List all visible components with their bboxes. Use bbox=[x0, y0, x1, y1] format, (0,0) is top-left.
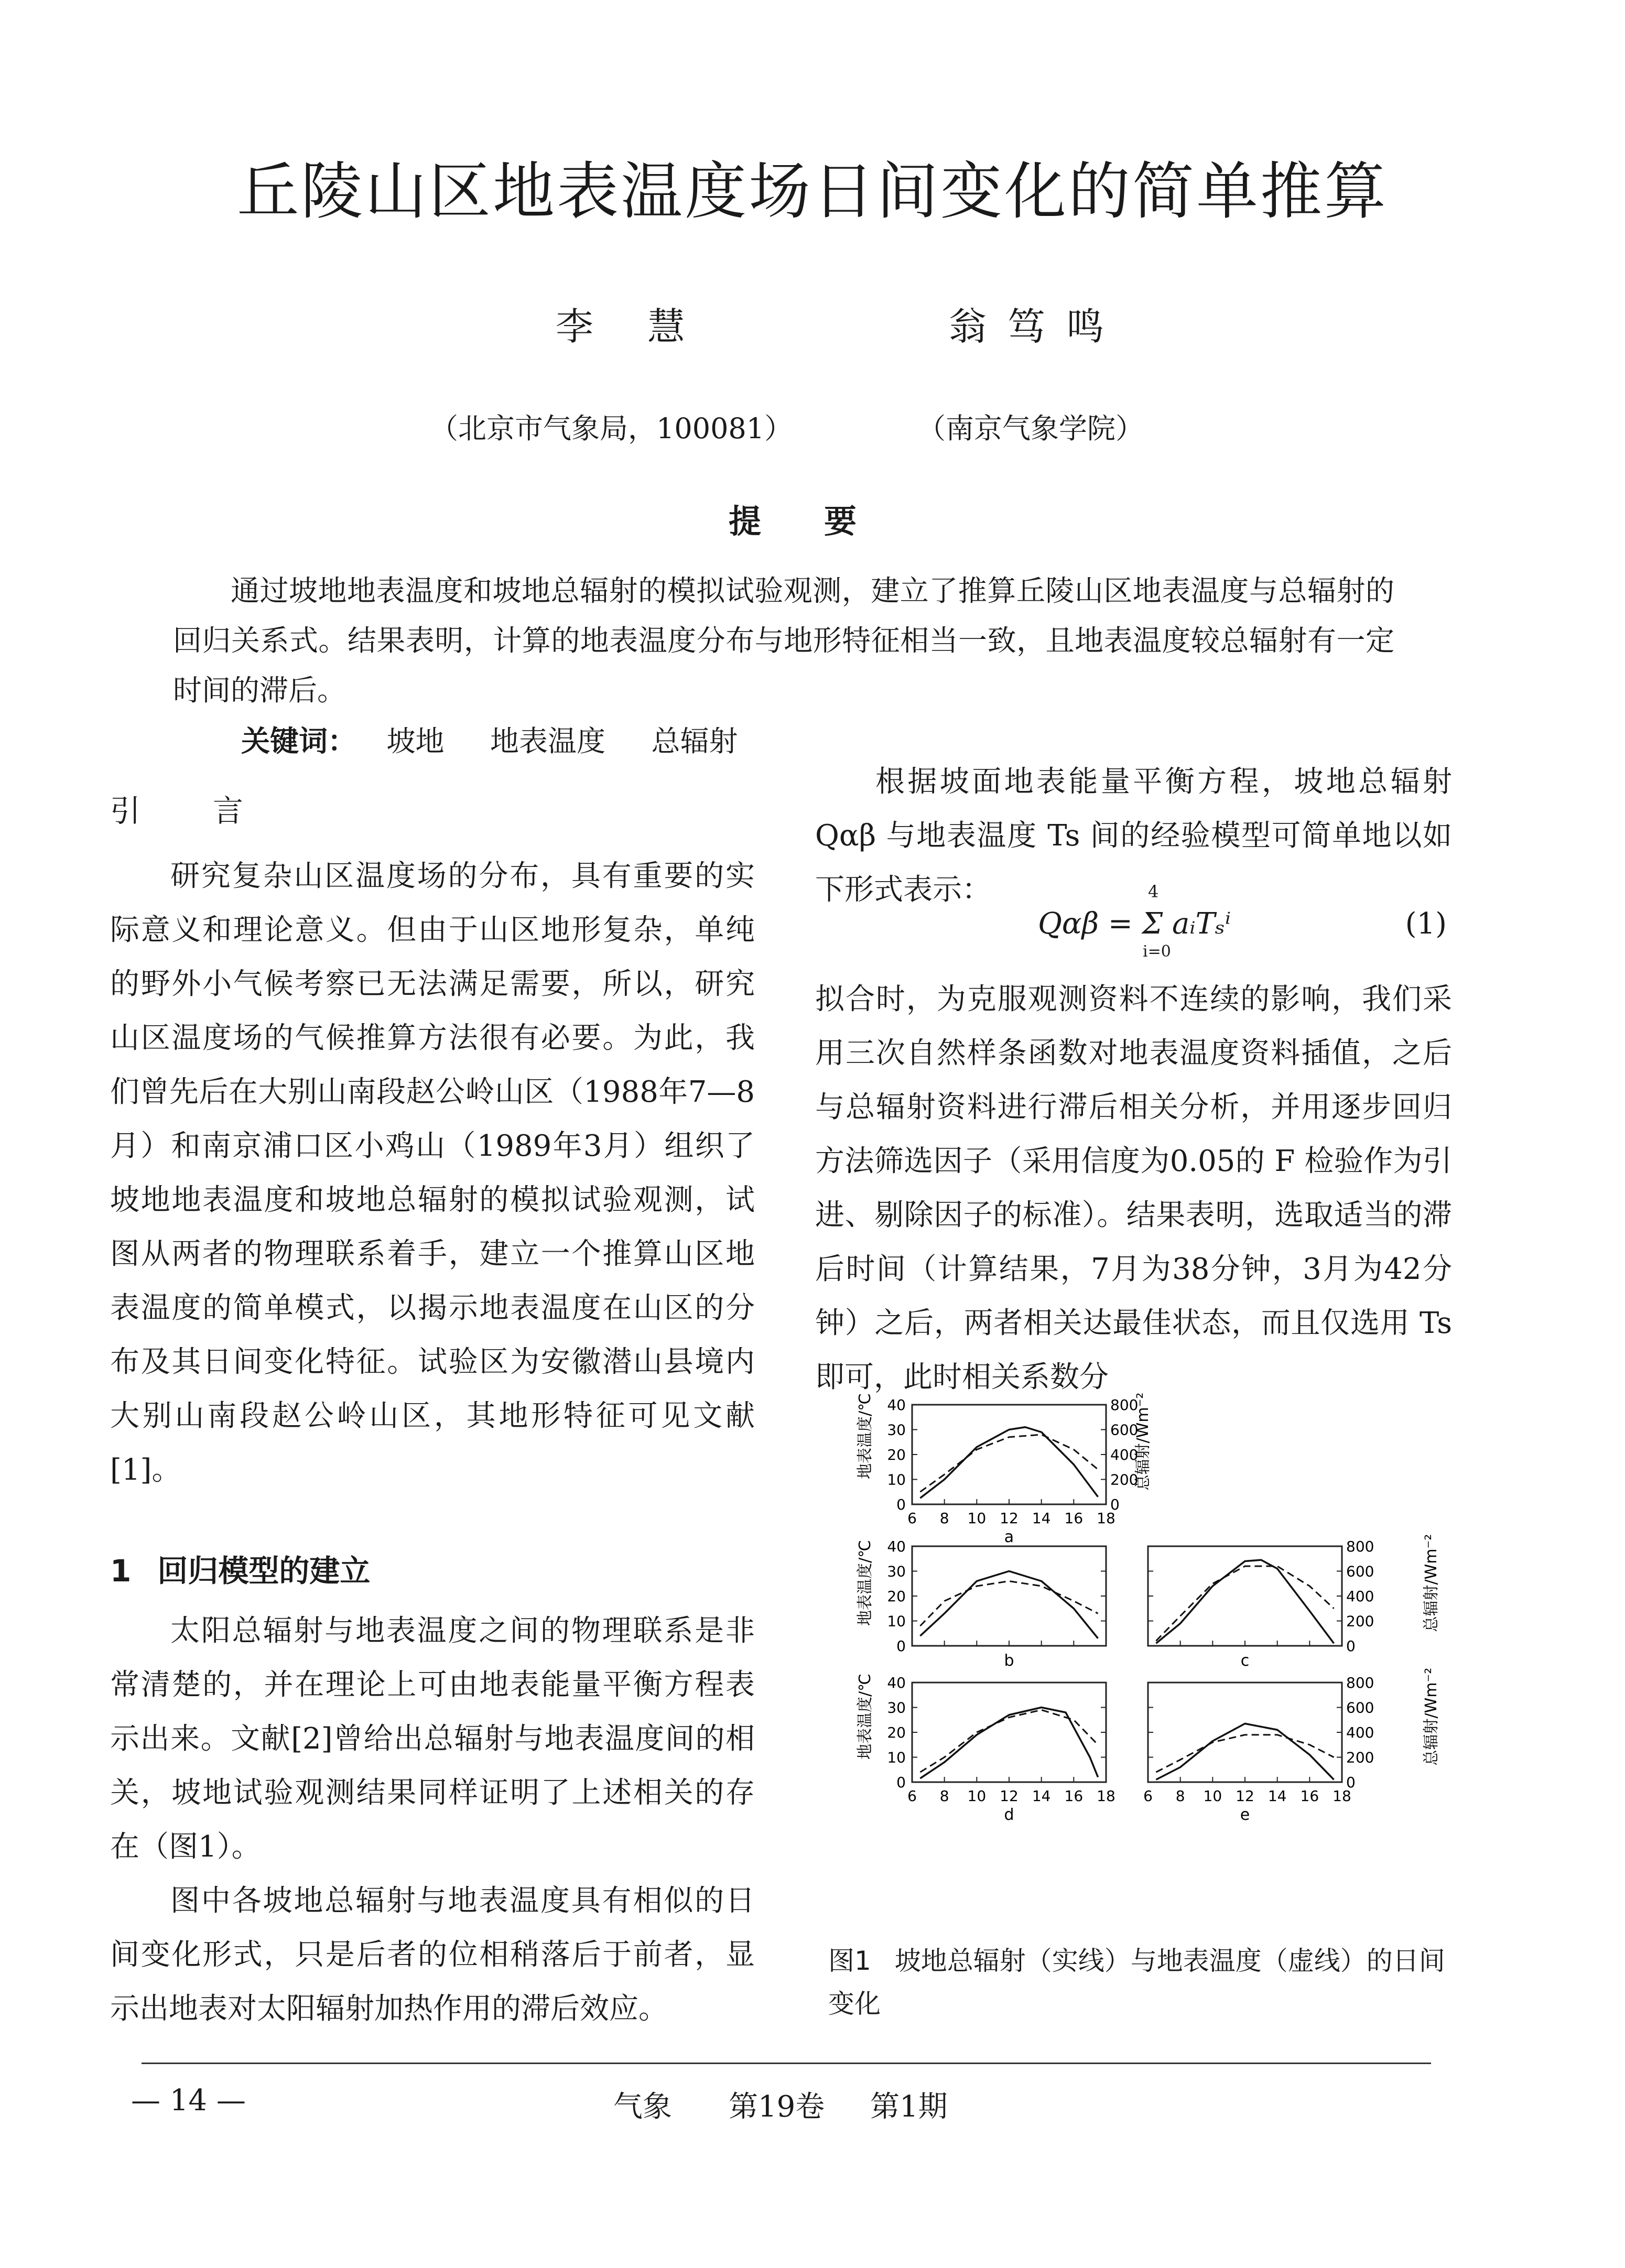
left-axis-label: 地表温度/℃ bbox=[856, 1393, 874, 1479]
equation-body: Qαβ = Σ aᵢTₛⁱ bbox=[1038, 907, 1231, 941]
section-1-heading bbox=[110, 1546, 370, 1590]
x-tick-label: 18 bbox=[1097, 1510, 1115, 1527]
x-tick-label: 10 bbox=[967, 1510, 987, 1527]
y-tick-label: 20 bbox=[887, 1446, 906, 1463]
author-1: 李 慧 bbox=[556, 305, 706, 349]
x-tick-label: 16 bbox=[1064, 1787, 1084, 1805]
panel-label: e bbox=[1240, 1806, 1250, 1824]
x-tick-label: 12 bbox=[1000, 1510, 1019, 1527]
figure-caption-text: 坡地总辐射（实线）与地表温度（虚线）的日间变化 bbox=[828, 1946, 1445, 2019]
right-tick-label: 800 bbox=[1346, 1674, 1374, 1691]
y-tick-label: 20 bbox=[887, 1588, 906, 1605]
x-tick-label: 6 bbox=[907, 1510, 917, 1527]
right-tick-label: 600 bbox=[1346, 1562, 1374, 1580]
y-tick-label: 10 bbox=[887, 1612, 906, 1630]
x-tick-label: 18 bbox=[1332, 1787, 1351, 1805]
right-axis-label: 总辐射/Wm⁻² bbox=[1134, 1392, 1152, 1491]
keyword: 地表温度 bbox=[490, 724, 606, 758]
section-1-paragraph: 图中各坡地总辐射与地表温度具有相似的日间变化形式，只是后者的位相稍落后于前者，显示出地表对太阳辐射加热作用的滞后效应。 bbox=[110, 1884, 755, 2026]
right-paragraph-1 bbox=[815, 755, 1452, 917]
abstract-heading: 提要 bbox=[729, 502, 920, 540]
figure-1 bbox=[854, 1389, 1452, 1892]
x-tick-label: 18 bbox=[1097, 1787, 1115, 1805]
section-intro-heading: 引 言 bbox=[110, 793, 265, 829]
journal-name: 气象 bbox=[613, 2090, 672, 2124]
right-tick-label: 400 bbox=[1110, 1446, 1139, 1463]
panel-frame bbox=[1148, 1683, 1342, 1782]
equation-sum-upper: 4 bbox=[1148, 882, 1159, 902]
y-tick-label: 20 bbox=[887, 1724, 906, 1741]
footer-rule bbox=[142, 2063, 1431, 2064]
x-tick-label: 6 bbox=[907, 1787, 917, 1805]
affiliation-1: （北京市气象局，100081） bbox=[430, 412, 793, 445]
radiation-series bbox=[920, 1571, 1098, 1638]
panel-label: d bbox=[1004, 1806, 1014, 1824]
y-tick-label: 0 bbox=[896, 1774, 906, 1791]
abstract-text: 通过坡地地表温度和坡地总辐射的模拟试验观测，建立了推算丘陵山区地表温度与总辐射的回归关系式。结果表明，计算的地表温度分布与地形特征相当一致，且地表温度较总辐射有一定时间的滞后。 bbox=[173, 574, 1394, 707]
panel-label: b bbox=[1004, 1652, 1014, 1670]
right-tick-label: 0 bbox=[1110, 1496, 1120, 1513]
equation-1 bbox=[1038, 882, 1447, 975]
temperature-series bbox=[920, 1710, 1098, 1772]
journal-issue: 第1期 bbox=[870, 2090, 948, 2124]
right-tick-label: 0 bbox=[1346, 1637, 1356, 1655]
x-tick-label: 10 bbox=[967, 1787, 987, 1805]
y-tick-label: 30 bbox=[887, 1421, 906, 1439]
keyword: 坡地 bbox=[386, 724, 445, 758]
right-axis-label: 总辐射/Wm⁻² bbox=[1422, 1667, 1440, 1766]
figure-caption-label: 图1 bbox=[828, 1946, 871, 1976]
right-tick-label: 800 bbox=[1346, 1538, 1374, 1555]
x-tick-label: 8 bbox=[939, 1510, 949, 1527]
x-tick-label: 12 bbox=[1000, 1787, 1019, 1805]
left-axis-label: 地表温度/℃ bbox=[856, 1674, 874, 1760]
x-tick-label: 10 bbox=[1203, 1787, 1222, 1805]
right-tick-label: 200 bbox=[1346, 1749, 1374, 1766]
panel-frame bbox=[912, 1546, 1106, 1646]
figure-caption bbox=[828, 1939, 1447, 2025]
y-tick-label: 0 bbox=[896, 1637, 906, 1655]
x-tick-label: 14 bbox=[1268, 1787, 1287, 1805]
keywords bbox=[241, 718, 775, 759]
radiation-series bbox=[1156, 1723, 1334, 1779]
affiliation-2: （南京气象学院） bbox=[917, 412, 1144, 445]
temperature-series bbox=[920, 1581, 1098, 1626]
y-tick-label: 10 bbox=[887, 1471, 906, 1489]
paper-title: 丘陵山区地表温度场日间变化的简单推算 bbox=[236, 155, 1388, 227]
x-tick-label: 8 bbox=[939, 1787, 949, 1805]
left-axis-label: 地表温度/℃ bbox=[856, 1540, 874, 1626]
paragraph: 拟合时，为克服观测资料不连续的影响，我们采用三次自然样条函数对地表温度资料插值，之后与总辐射资料进行滞后相关分析，并用逐步回归方法筛选因子（采用信度为0.05的 F 检验作为引进、剔除因子的标准）。结果表明，选取适当的滞后时间（计算结果，7月为38分钟，3月为42分钟）之后，两者相关达最佳状态，而且仅选用 Ts 即可，此时相关系数分 bbox=[815, 982, 1452, 1394]
panel-frame bbox=[912, 1405, 1106, 1504]
right-tick-label: 400 bbox=[1346, 1724, 1374, 1741]
right-tick-label: 200 bbox=[1346, 1612, 1374, 1630]
author-2: 翁笃鸣 bbox=[949, 305, 1125, 349]
keyword: 总辐射 bbox=[651, 724, 738, 758]
journal-volume: 第19卷 bbox=[729, 2090, 825, 2124]
x-tick-label: 16 bbox=[1300, 1787, 1319, 1805]
x-tick-label: 12 bbox=[1236, 1787, 1254, 1805]
page-number: — 14 — bbox=[131, 2083, 246, 2118]
x-tick-label: 16 bbox=[1064, 1510, 1084, 1527]
panel-label: a bbox=[1004, 1528, 1014, 1546]
equation-sum-lower: i=0 bbox=[1143, 942, 1171, 961]
temperature-series bbox=[1156, 1566, 1334, 1641]
right-tick-label: 0 bbox=[1346, 1774, 1356, 1791]
y-tick-label: 30 bbox=[887, 1562, 906, 1580]
right-tick-label: 200 bbox=[1110, 1471, 1139, 1489]
y-tick-label: 40 bbox=[887, 1538, 906, 1555]
section-1-paragraph: 太阳总辐射与地表温度之间的物理联系是非常清楚的，并在理论上可由地表能量平衡方程表示出来。文献[2]曾给出总辐射与地表温度间的相关，坡地试验观测结果同样证明了上述相关的存在（图1）。 bbox=[110, 1614, 755, 1864]
section-1-body bbox=[110, 1604, 755, 2036]
y-tick-label: 40 bbox=[887, 1674, 906, 1691]
y-tick-label: 0 bbox=[896, 1496, 906, 1513]
x-tick-label: 14 bbox=[1032, 1510, 1051, 1527]
right-paragraph-2 bbox=[815, 972, 1452, 1404]
section-1-number: 1 bbox=[110, 1553, 132, 1589]
radiation-series bbox=[1156, 1560, 1334, 1643]
section-1-title: 回归模型的建立 bbox=[157, 1553, 371, 1589]
panel-label: c bbox=[1240, 1652, 1250, 1670]
x-tick-label: 6 bbox=[1143, 1787, 1153, 1805]
equation-number: (1) bbox=[1405, 907, 1447, 941]
x-tick-label: 14 bbox=[1032, 1787, 1051, 1805]
keywords-label: 关键词： bbox=[241, 724, 357, 758]
intro-paragraph: 研究复杂山区温度场的分布，具有重要的实际意义和理论意义。但由于山区地形复杂，单纯的野外小气候考察已无法满足需要，所以，研究山区温度场的气候推算方法很有必要。为此，我们曾先后在大别山南段赵公岭山区（1988年7—8月）和南京浦口区小鸡山（1989年3月）组织了坡地地表温度和坡地总辐射的模拟试验观测，试图从两者的物理联系着手，建立一个推算山区地表温度的简单模式，以揭示地表温度在山区的分布及其日间变化特征。试验区为安徽潜山县境内大别山南段赵公岭山区，其地形特征可见文献[1]。 bbox=[110, 859, 755, 1487]
figure-panels bbox=[887, 1396, 1374, 1824]
y-tick-label: 30 bbox=[887, 1699, 906, 1717]
right-tick-label: 600 bbox=[1346, 1699, 1374, 1717]
right-tick-label: 400 bbox=[1346, 1588, 1374, 1605]
y-tick-label: 40 bbox=[887, 1396, 906, 1414]
paragraph: 根据坡面地表能量平衡方程，坡地总辐射 Qαβ 与地表温度 Ts 间的经验模型可简单地以如下形式表示： bbox=[815, 765, 1452, 907]
x-tick-label: 8 bbox=[1175, 1787, 1185, 1805]
y-tick-label: 10 bbox=[887, 1749, 906, 1766]
intro-body bbox=[110, 849, 755, 1497]
right-axis-label: 总辐射/Wm⁻² bbox=[1422, 1534, 1440, 1632]
right-tick-label: 600 bbox=[1110, 1421, 1139, 1439]
right-tick-label: 800 bbox=[1110, 1396, 1139, 1414]
